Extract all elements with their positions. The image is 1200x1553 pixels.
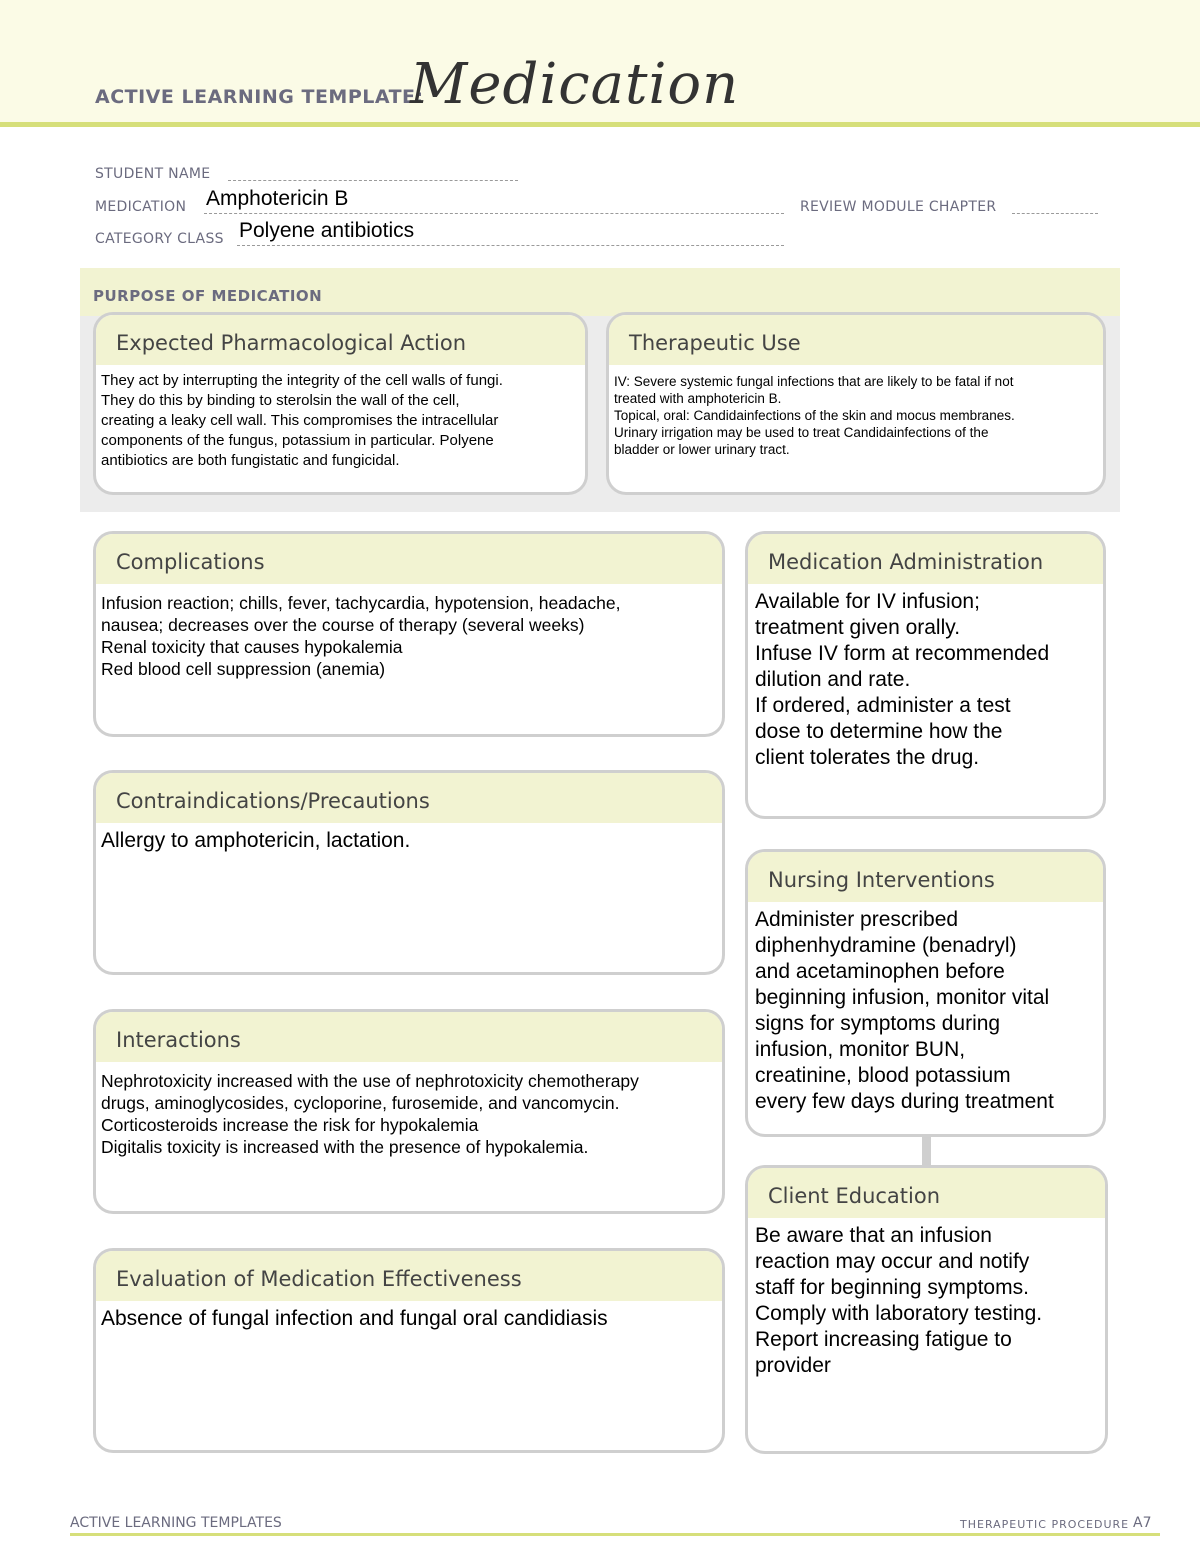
therapeutic-use-box: [606, 312, 1106, 495]
purpose-label: PURPOSE OF MEDICATION: [93, 287, 323, 305]
therapeutic-use-text[interactable]: IV: Severe systemic fungal infections that are likely to be fatal if not treated with amphotericin B. Topical, oral: Candidainfections of the skin and mocus membranes. Urinary irrigation may be used to treat Candidainfections of the bladder or lower urinary tract.: [614, 374, 1015, 457]
evaluation-box: [93, 1248, 725, 1453]
administration-box: [745, 531, 1106, 819]
complications-title: Complications: [96, 534, 722, 584]
nursing-interventions-text[interactable]: Administer prescribed diphenhydramine (benadryl) and acetaminophen before beginning infusion, monitor vital signs for symptoms during infusion, monitor BUN, creatinine, blood potassium every few days during treatment: [755, 908, 1054, 1113]
student-name-label: STUDENT NAME: [95, 166, 211, 182]
footer-left-label: ACTIVE LEARNING TEMPLATES: [70, 1515, 282, 1531]
medication-underline: [204, 213, 784, 214]
nursing-interventions-title: Nursing Interventions: [748, 852, 1103, 902]
contraindications-title: Contraindications/Precautions: [96, 773, 722, 823]
interactions-text[interactable]: Nephrotoxicity increased with the use of nephrotoxicity chemotherapy drugs, aminoglycosides, cycloporine, furosemide, and vancomycin. Corticosteroids increase the risk for hypokalemia Digitalis toxicity is increased with the presence of hypokalemia.: [101, 1071, 639, 1157]
header-divider: [0, 122, 1200, 127]
client-education-title: Client Education: [748, 1168, 1105, 1218]
complications-box: [93, 531, 725, 737]
contraindications-box: [93, 770, 725, 975]
expected-action-text[interactable]: They act by interrupting the integrity of the cell walls of fungi. They do this by binding to sterolsin the wall of the cell, creating a leaky cell wall. This compromises the intracellular components of the fungus, potassium in particular. Polyene antibiotics are both fungistatic and fungicidal.: [101, 372, 503, 469]
complications-text[interactable]: Infusion reaction; chills, fever, tachycardia, hypotension, headache, nausea; decreases over the course of therapy (several weeks) Renal toxicity that causes hypokalemia Red blood cell suppression (anemia): [101, 593, 621, 679]
client-education-text[interactable]: Be aware that an infusion reaction may occur and notify staff for beginning symptoms. Comply with laboratory testing. Report increasing fatigue to provider: [755, 1224, 1043, 1377]
administration-text[interactable]: Available for IV infusion; treatment given orally. Infuse IV form at recommended dilution and rate. If ordered, administer a test dose to determine how the client tolerates the drug.: [755, 590, 1050, 769]
interactions-title: Interactions: [96, 1012, 722, 1062]
contraindications-text[interactable]: Allergy to amphotericin, lactation.: [101, 829, 411, 852]
category-class-label: CATEGORY CLASS: [95, 231, 224, 247]
template-label: ACTIVE LEARNING TEMPLATE:: [95, 86, 424, 108]
student-name-underline: [228, 180, 518, 181]
category-class-underline: [237, 245, 784, 246]
interactions-box: [93, 1009, 725, 1214]
box-connector: [922, 1134, 931, 1168]
review-module-label: REVIEW MODULE CHAPTER: [800, 199, 997, 215]
nursing-interventions-box: [745, 849, 1106, 1137]
review-module-underline: [1012, 213, 1098, 214]
medication-field[interactable]: Amphotericin B: [206, 187, 349, 210]
category-class-field[interactable]: Polyene antibiotics: [239, 219, 415, 242]
client-education-box: [745, 1165, 1108, 1454]
expected-action-box: [93, 312, 588, 495]
therapeutic-use-title: Therapeutic Use: [609, 315, 1103, 365]
footer-right-label: THERAPEUTIC PROCEDURE: [960, 1518, 1130, 1531]
administration-title: Medication Administration: [748, 534, 1103, 584]
evaluation-title: Evaluation of Medication Effectiveness: [96, 1251, 722, 1301]
page-title: Medication: [410, 52, 740, 117]
page-number: A7: [1133, 1515, 1152, 1531]
footer-divider: [70, 1533, 1160, 1536]
evaluation-text[interactable]: Absence of fungal infection and fungal oral candidiasis: [101, 1307, 608, 1330]
medication-label: MEDICATION: [95, 199, 187, 215]
expected-action-title: Expected Pharmacological Action: [96, 315, 585, 365]
